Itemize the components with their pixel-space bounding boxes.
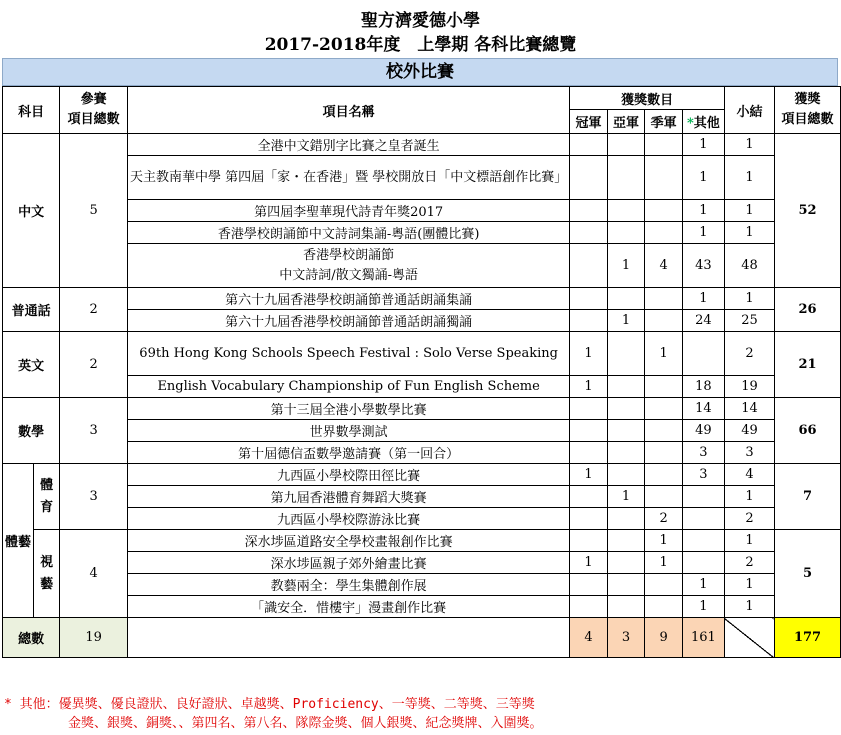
champion-cell [570,134,608,156]
champion-cell [570,222,608,244]
item-name: 69th Hong Kong Schools Speech Festival : Solo Verse Speaking [128,332,570,376]
runner-up-cell [607,200,645,222]
third-cell [645,156,683,200]
table-row [3,398,841,420]
subtotal-cell: 1 [724,486,774,508]
subtotal-cell: 25 [724,310,774,332]
runner-up-cell [607,464,645,486]
third-cell [645,310,683,332]
total-pe: 7 [775,464,841,530]
runner-up-cell: 1 [607,486,645,508]
col-subject: 科目 [3,87,60,134]
third-cell [645,398,683,420]
other-cell: 1 [682,134,724,156]
champion-cell [570,200,608,222]
col-name: 項目名稱 [128,87,570,134]
champion-cell: 1 [570,552,608,574]
item-name: 第九屆香港體育舞蹈大獎賽 [128,486,570,508]
subject-chinese: 中文 [3,134,60,288]
other-cell: 1 [682,574,724,596]
col-awards: 獲獎數目 [570,87,725,110]
other-cell: 1 [682,596,724,618]
table-row [3,332,841,376]
col-count [60,87,128,134]
third-cell [645,574,683,596]
item-name: 全港中文錯別字比賽之皇者誕生 [128,134,570,156]
other-cell: 43 [682,244,724,288]
item-name: 九西區小學校際田徑比賽 [128,464,570,486]
champion-cell [570,244,608,288]
table-row [3,574,841,596]
count-english: 2 [60,332,128,398]
totals-row [3,618,841,658]
table-row [3,552,841,574]
table-row [3,288,841,310]
third-cell: 1 [645,552,683,574]
runner-up-cell [607,552,645,574]
totals-name-blank [128,618,570,658]
item-name: 「識安全．惜樓宇」漫畫創作比賽 [128,596,570,618]
other-cell [682,530,724,552]
other-cell: 3 [682,464,724,486]
item-name: 教藝兩全：學生集體創作展 [128,574,570,596]
col-total-line2: 項目總數 [781,112,834,127]
subtotal-cell: 1 [724,530,774,552]
runner-up-cell [607,222,645,244]
champion-cell [570,398,608,420]
champion-cell [570,442,608,464]
champion-cell: 1 [570,332,608,376]
item-name: 深水埗區親子郊外繪畫比賽 [128,552,570,574]
subtotal-cell: 3 [724,442,774,464]
col-total [775,87,841,134]
champion-cell [570,508,608,530]
subtotal-cell: 1 [724,222,774,244]
item-name-line2: 中文詩詞/散文獨誦-粵語 [279,267,419,283]
item-name: 香港學校朗誦節中文詩詞集誦-粵語(團體比賽) [128,222,570,244]
subtotal-cell: 48 [724,244,774,288]
footnote-line-1: * 其他：優異獎、優良證狀、良好證狀、卓越獎、Proficiency、一等獎、二等獎、三等獎 [4,697,535,712]
footnote-line-2: 金獎、銀獎、銅獎、、第四名、第八名、隊際金獎、個人銀獎、紀念獎牌、入圍獎。 [68,716,543,731]
table-row [3,508,841,530]
champion-cell [570,596,608,618]
count-putonghua: 2 [60,288,128,332]
total-math: 66 [775,398,841,464]
other-cell: 14 [682,398,724,420]
third-cell [645,200,683,222]
table-row [3,442,841,464]
champion-cell [570,420,608,442]
totals-champion: 4 [570,618,608,658]
col-count-line1: 參賽 [80,92,107,107]
champion-cell: 1 [570,464,608,486]
other-cell [682,508,724,530]
col-third: 季軍 [645,110,683,134]
competition-table [2,86,841,658]
totals-other: 161 [682,618,724,658]
champion-cell [570,156,608,200]
col-other-label: 其他 [693,116,720,131]
runner-up-cell [607,574,645,596]
third-cell [645,464,683,486]
subtotal-cell: 1 [724,134,774,156]
third-cell [645,222,683,244]
subject-pe-label: 體育 [40,477,54,515]
total-chinese: 52 [775,134,841,288]
total-english: 21 [775,332,841,398]
item-name: 第十屆德信盃數學邀請賽（第一回合） [128,442,570,464]
third-cell [645,288,683,310]
champion-cell: 1 [570,376,608,398]
totals-third: 9 [645,618,683,658]
totals-count: 19 [60,618,128,658]
count-pe: 3 [60,464,128,530]
table-row [3,310,841,332]
table-row [3,530,841,552]
count-math: 3 [60,398,128,464]
runner-up-cell [607,134,645,156]
subject-va [34,530,60,618]
third-cell [645,134,683,156]
subtotal-cell: 1 [724,200,774,222]
item-name: 第四屆李聖華現代詩青年獎2017 [128,200,570,222]
third-cell [645,442,683,464]
item-name: 九西區小學校際游泳比賽 [128,508,570,530]
champion-cell [570,574,608,596]
table-row [3,156,841,200]
runner-up-cell [607,508,645,530]
third-cell: 2 [645,508,683,530]
other-cell: 49 [682,420,724,442]
champion-cell [570,486,608,508]
col-total-line1: 獲獎 [794,92,821,107]
subject-putonghua: 普通話 [3,288,60,332]
item-name: 第六十九屆香港學校朗誦節普通話朗誦集誦 [128,288,570,310]
runner-up-cell [607,530,645,552]
subtotal-cell: 2 [724,508,774,530]
table-row [3,200,841,222]
col-count-line2: 項目總數 [67,112,120,127]
subtotal-cell: 1 [724,596,774,618]
subtotal-cell: 1 [724,574,774,596]
other-cell: 1 [682,288,724,310]
subtotal-cell: 1 [724,156,774,200]
subject-arts: 體藝 [3,464,34,618]
page-subtitle: 2017-2018年度 上學期 各科比賽總覽 [264,35,577,55]
runner-up-cell: 1 [607,310,645,332]
item-name-line1: 香港學校朗誦節 [303,247,395,263]
subtotal-cell: 4 [724,464,774,486]
third-cell: 1 [645,332,683,376]
count-va: 4 [60,530,128,618]
table-row [3,420,841,442]
third-cell [645,420,683,442]
third-cell [645,596,683,618]
runner-up-cell [607,398,645,420]
grand-total: 177 [775,618,841,658]
subject-math: 數學 [3,398,60,464]
other-cell [682,332,724,376]
table-row [3,134,841,156]
subtotal-cell: 49 [724,420,774,442]
runner-up-cell: 1 [607,244,645,288]
other-cell [682,552,724,574]
table-row [3,222,841,244]
asterisk-mark: * [686,116,694,131]
col-other [682,110,724,134]
runner-up-cell [607,596,645,618]
subject-va-label: 視藝 [40,554,54,592]
third-cell: 1 [645,530,683,552]
table-row [3,596,841,618]
table-row [3,486,841,508]
col-champion: 冠軍 [570,110,608,134]
runner-up-cell [607,376,645,398]
other-cell: 18 [682,376,724,398]
champion-cell [570,530,608,552]
header-row-1 [3,87,841,110]
runner-up-cell [607,288,645,310]
third-cell [645,376,683,398]
item-name [128,244,570,288]
other-cell: 3 [682,442,724,464]
other-cell: 1 [682,222,724,244]
table-row [3,376,841,398]
item-name: English Vocabulary Championship of Fun English Scheme [128,376,570,398]
col-runner-up: 亞軍 [607,110,645,134]
other-cell: 24 [682,310,724,332]
runner-up-cell [607,442,645,464]
champion-cell [570,288,608,310]
table-row [3,244,841,288]
runner-up-cell [607,156,645,200]
subtotal-cell: 2 [724,552,774,574]
item-name: 世界數學測試 [128,420,570,442]
subtotal-cell: 14 [724,398,774,420]
item-name: 第六十九屆香港學校朗誦節普通話朗誦獨誦 [128,310,570,332]
item-name: 深水埗區道路安全學校畫報創作比賽 [128,530,570,552]
subtotal-cell: 2 [724,332,774,376]
other-cell [682,486,724,508]
totals-subtotal-diagonal [724,618,774,658]
col-subtotal: 小結 [724,87,774,134]
runner-up-cell [607,420,645,442]
count-chinese: 5 [60,134,128,288]
runner-up-cell [607,332,645,376]
champion-cell [570,310,608,332]
other-cell: 1 [682,156,724,200]
section-banner: 校外比賽 [2,58,838,86]
table-row [3,464,841,486]
totals-label: 總數 [3,618,60,658]
subject-pe [34,464,60,530]
subtotal-cell: 19 [724,376,774,398]
total-va: 5 [775,530,841,618]
total-putonghua: 26 [775,288,841,332]
item-name: 第十三屆全港小學數學比賽 [128,398,570,420]
subtotal-cell: 1 [724,288,774,310]
totals-runner-up: 3 [607,618,645,658]
school-title: 聖方濟愛德小學 [361,11,480,31]
item-name: 天主教南華中學 第四屆「家・在香港」暨 學校開放日「中文標語創作比賽」 [128,156,570,200]
third-cell [645,486,683,508]
other-cell: 1 [682,200,724,222]
third-cell: 4 [645,244,683,288]
subject-english: 英文 [3,332,60,398]
